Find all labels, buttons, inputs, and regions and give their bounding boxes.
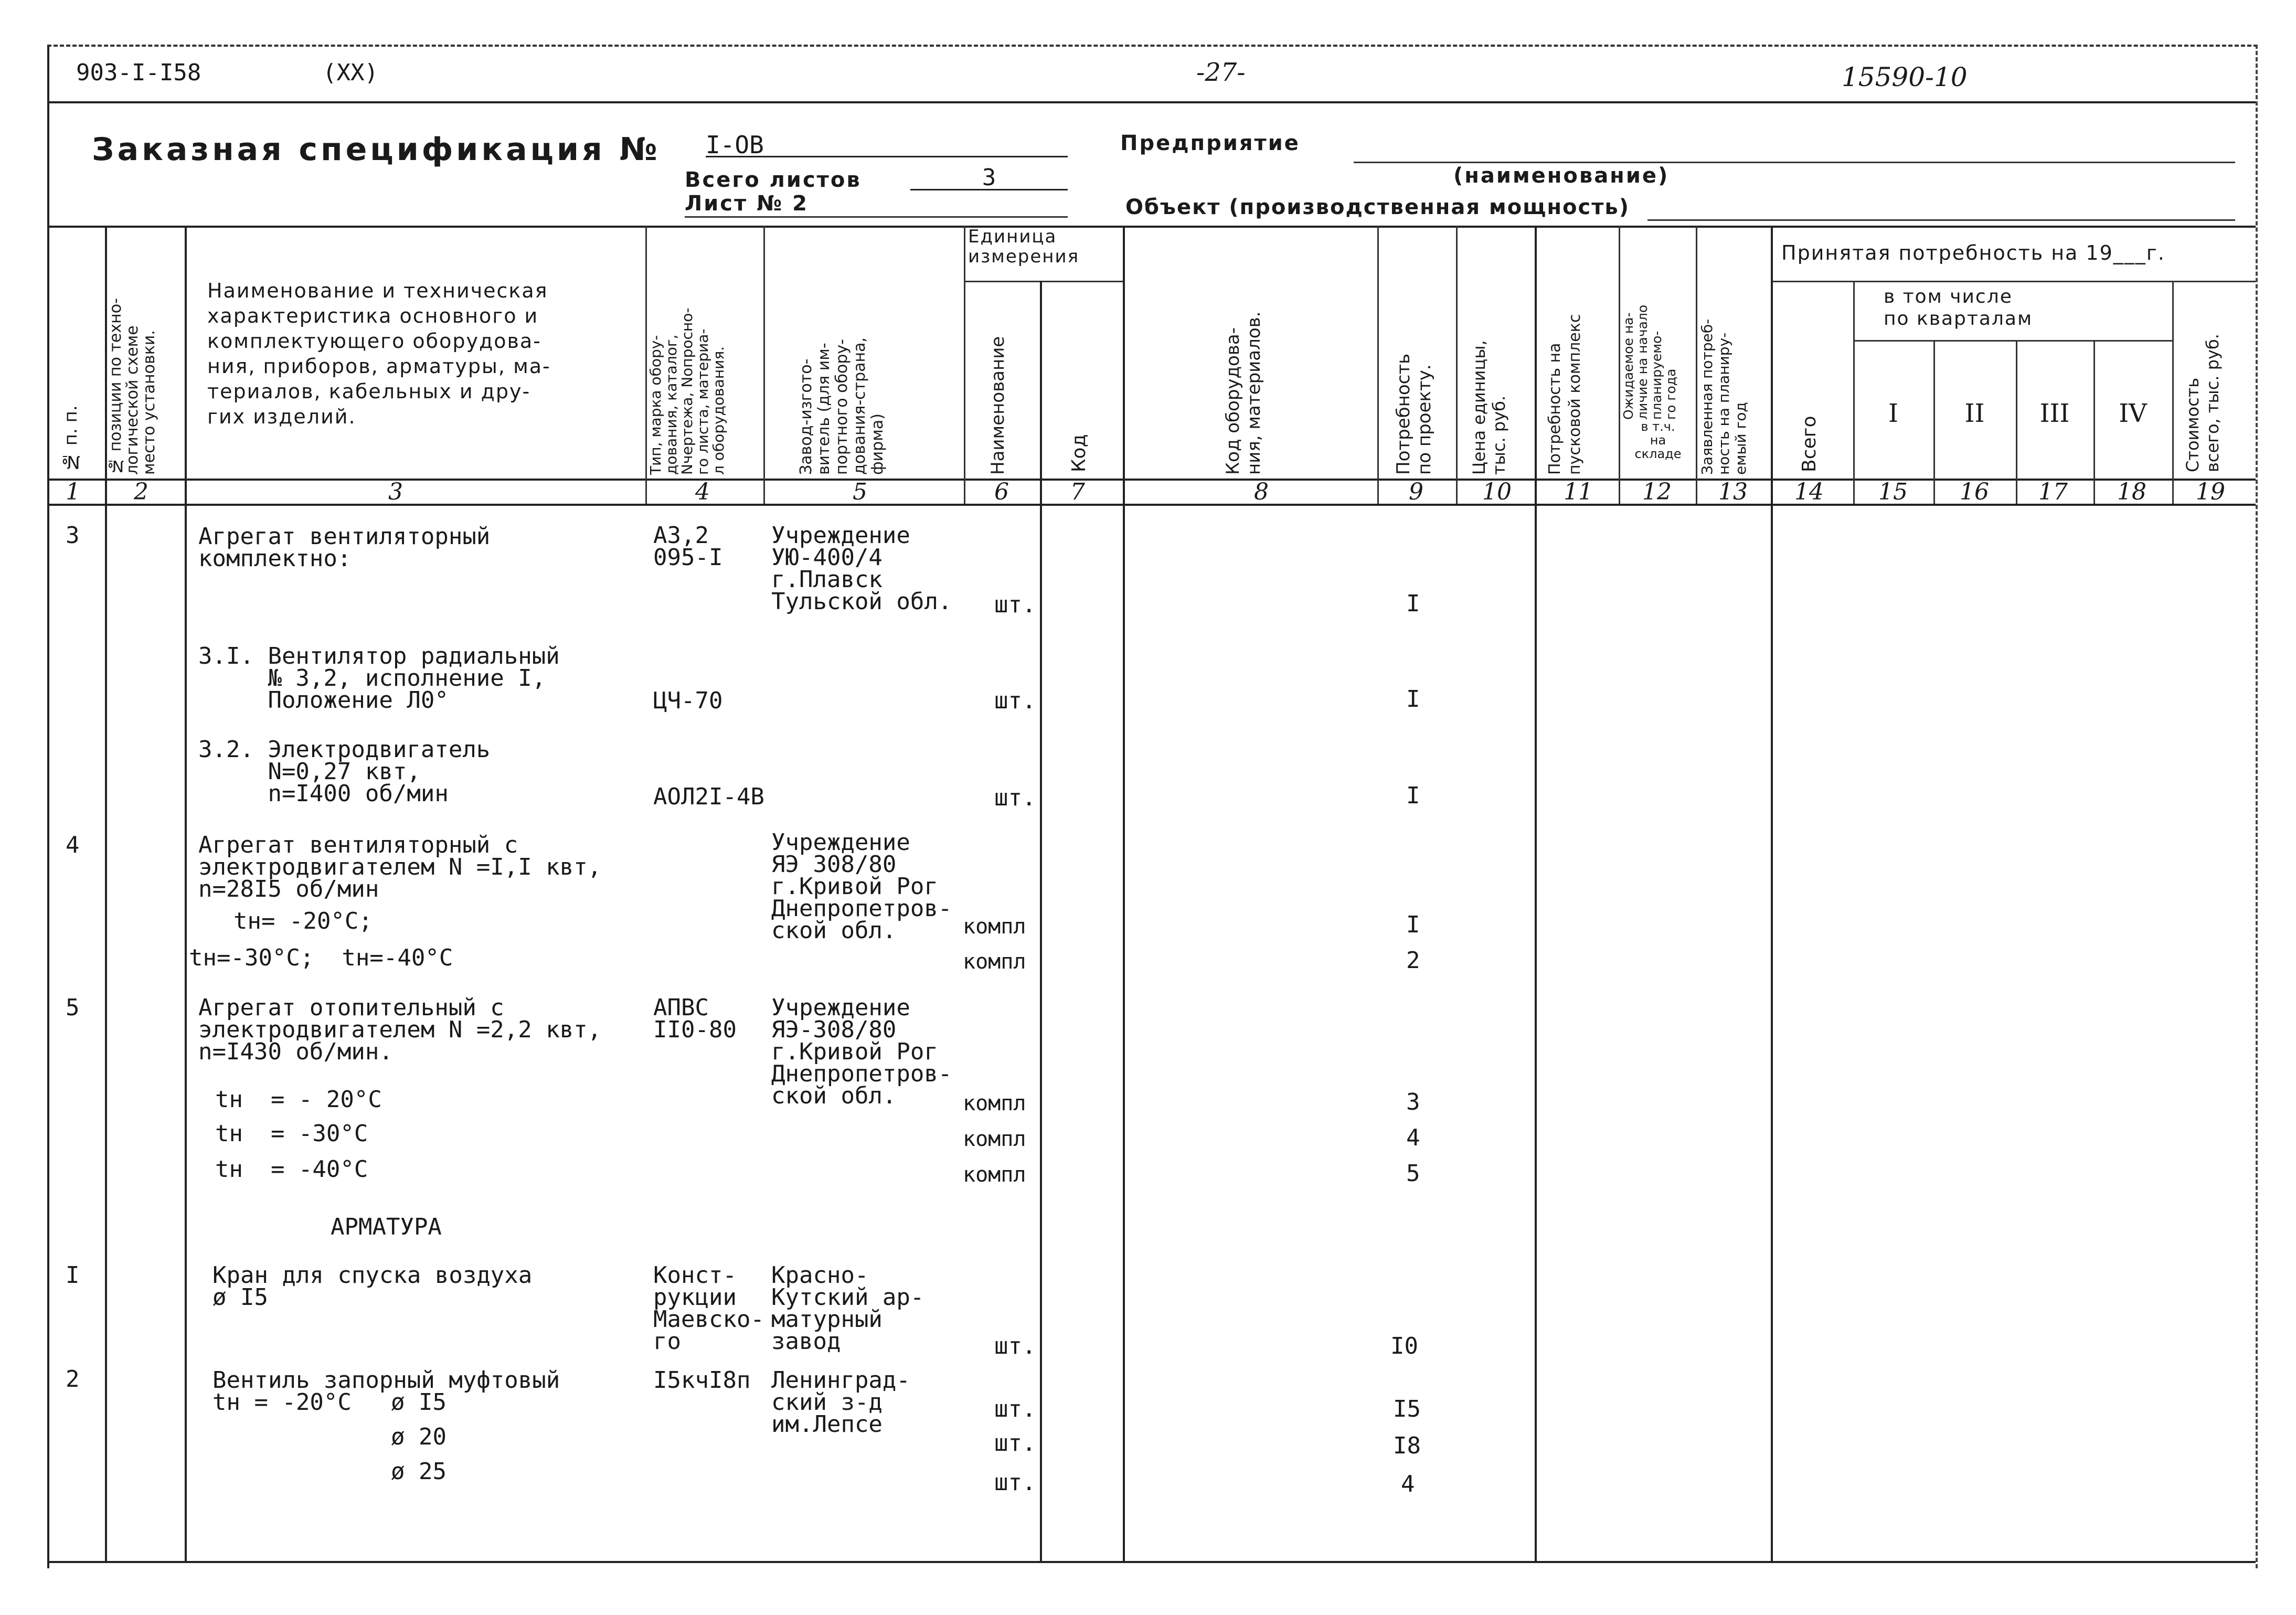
- item-unit: компл: [963, 915, 1026, 939]
- item-maker: Учреждение ЯЭ-308/80 г.Кривой Рог Днепропетров- ской обл.: [771, 994, 952, 1109]
- col-divider: [1853, 281, 1855, 504]
- item-type: АОЛ2I-4В: [653, 783, 764, 810]
- row-number: 4: [66, 832, 80, 858]
- col-divider: [1696, 226, 1697, 504]
- item-temperature: tн= -20°С;: [233, 908, 373, 934]
- col-header-15: I: [1888, 399, 1898, 428]
- row-number: 5: [66, 994, 80, 1021]
- item-maker: Учреждение УЮ-400/4 г.Плавск Тульской обл.: [771, 522, 952, 615]
- item-temperature: tн = -40°С: [215, 1156, 368, 1183]
- object-underline: [1647, 219, 2235, 221]
- col-divider: [1377, 226, 1379, 504]
- col-header-9: Потребность по проекту.: [1393, 353, 1435, 475]
- row-number: 3: [66, 522, 80, 549]
- section-title: АРМАТУРА: [331, 1214, 442, 1240]
- spec-title: Заказная спецификация №: [92, 131, 661, 168]
- sheet-label: Лист № 2: [685, 192, 809, 216]
- item-qty: I: [1406, 590, 1420, 617]
- item-qty: I: [1406, 911, 1420, 938]
- page-number: -27-: [1196, 58, 1246, 87]
- item-maker: Учреждение ЯЭ 308/80 г.Кривой Рог Днепропетров- ской обл.: [771, 829, 952, 944]
- item-unit: компл: [963, 950, 1026, 974]
- col-header-4: Тип, марка обору- дования, каталог, Nчертежа, Nопросно- го листа, материа- л оборудования.: [647, 307, 727, 475]
- col-header-18: IV: [2119, 399, 2147, 428]
- column-number: 5: [853, 479, 867, 505]
- item-diameter: ø I5: [391, 1389, 447, 1416]
- item-qty: 4: [1406, 1124, 1420, 1151]
- item-qty: 5: [1406, 1160, 1420, 1187]
- col-header-16: II: [1964, 399, 1985, 428]
- item-name: Агрегат отопительный с электродвигателем N =2,2 квт, n=I430 об/мин.: [198, 994, 602, 1065]
- archive-number: 15590-10: [1842, 62, 1968, 92]
- item-unit: шт.: [994, 784, 1036, 811]
- column-number: 9: [1409, 479, 1423, 505]
- item-qty: 2: [1406, 947, 1420, 974]
- item-unit: шт.: [994, 1430, 1036, 1457]
- row-number: 2: [66, 1366, 80, 1393]
- item-name: 3.I. Вентилятор радиальный № 3,2, исполнение I, Положение Л0°: [198, 643, 560, 714]
- doc-code: 903-I-I58: [76, 59, 201, 86]
- column-number: 8: [1254, 479, 1269, 505]
- col-header-7: Код: [1068, 434, 1090, 472]
- row-number: I: [66, 1262, 80, 1289]
- spec-number: I-ОВ: [706, 134, 1068, 157]
- column-number: 7: [1070, 479, 1085, 505]
- item-unit: шт.: [994, 1333, 1036, 1359]
- col-divider: [1040, 281, 1042, 1561]
- column-number: 1: [66, 479, 80, 505]
- item-qty: I5: [1393, 1396, 1421, 1422]
- item-qty: 4: [1401, 1471, 1415, 1497]
- col-header-13: Заявленная потреб- ность на планиру- емый год: [1698, 318, 1749, 475]
- item-temperature: tн = -30°С: [215, 1120, 368, 1147]
- col-header-2: № позиции по техно- логической схеме место установки.: [107, 298, 158, 475]
- item-qty: I0: [1390, 1333, 1418, 1359]
- column-number: 19: [2196, 479, 2225, 505]
- item-type: АПВС II0-80: [653, 994, 737, 1043]
- col-header-1: № п. п.: [60, 405, 81, 472]
- quarters-header: в том числе по кварталам: [1884, 286, 2033, 330]
- col-divider: [1535, 226, 1537, 1561]
- column-number: 12: [1642, 479, 1672, 505]
- item-temperature: tн=-30°С; tн=-40°С: [189, 944, 453, 971]
- col-header-8: Код оборудова- ния, материалов.: [1223, 311, 1264, 475]
- col-divider: [763, 226, 765, 504]
- column-number-bottom-rule: [47, 504, 2256, 506]
- column-number: 6: [994, 479, 1009, 505]
- column-number: 11: [1564, 479, 1593, 505]
- table-top-rule: [47, 226, 2256, 228]
- item-maker: Ленинград- ский з-д им.Лепсе: [771, 1367, 910, 1438]
- item-name: 3.2. Электродвигатель N=0,27 квт, n=I400 об/мин: [198, 736, 491, 807]
- header-rule: [47, 101, 2256, 103]
- col-header-14: Всего: [1799, 416, 1820, 472]
- item-name: Агрегат вентиляторный комплектно:: [198, 523, 491, 572]
- item-type: АЗ,2 095-I: [653, 522, 723, 571]
- col-header-12: Ожидаемое на- личие на начало планируемо- го года: [1621, 304, 1678, 420]
- col-divider: [1771, 226, 1773, 1561]
- accepted-group-header: Принятая потребность на 19___г.: [1781, 241, 2165, 264]
- item-temperature: tн = -20°С: [212, 1389, 352, 1416]
- item-diameter: ø 25: [391, 1458, 447, 1485]
- col-header-10: Цена единицы, тыс. руб.: [1469, 340, 1509, 475]
- col-header-11: Потребность на пусковой комплекс: [1546, 314, 1584, 475]
- column-number: 15: [1878, 479, 1908, 505]
- item-unit: шт.: [994, 591, 1036, 618]
- column-number: 3: [388, 479, 403, 505]
- col-divider: [964, 226, 965, 504]
- item-unit: шт.: [994, 1469, 1036, 1496]
- sheet-underline: [685, 216, 1068, 218]
- enterprise-label: Предприятие: [1120, 131, 1300, 155]
- table-bottom-rule: [47, 1561, 2256, 1563]
- name-note: (наименование): [1453, 164, 1670, 188]
- quarters-rule: [1853, 340, 2172, 342]
- item-temperature: tн = - 20°С: [215, 1086, 382, 1113]
- object-label: Объект (производственная мощность): [1125, 195, 1630, 219]
- col-header-3: Наименование и техническая характеристика основного и комплектующего оборудова- ния, приборов, арматуры, ма- териалов, кабельных и дру- гих изделий.: [207, 279, 551, 428]
- col-divider: [1123, 226, 1125, 1561]
- item-name: Вентиль запорный муфтовый: [212, 1367, 560, 1394]
- col-header-19: Стоимость всего, тыс. руб.: [2183, 334, 2223, 472]
- col-header-17: III: [2039, 399, 2070, 428]
- col-header-12-sub: в т.ч. на складе: [1634, 419, 1682, 461]
- item-type: ЦЧ-70: [653, 687, 723, 714]
- item-name: Кран для спуска воздуха ø I5: [212, 1262, 533, 1311]
- col-header-5: Завод-изгото- витель (для им- портного обору- дования-страна, фирма): [797, 337, 887, 475]
- item-unit: компл: [963, 1127, 1026, 1151]
- item-qty: I: [1406, 686, 1420, 713]
- item-diameter: ø 20: [391, 1423, 447, 1450]
- item-qty: 3: [1406, 1089, 1420, 1115]
- total-sheets-value: 3: [910, 167, 1068, 190]
- item-qty: I: [1406, 782, 1420, 809]
- column-number: 13: [1718, 479, 1748, 505]
- item-type: I5кчI8п: [653, 1367, 751, 1394]
- item-unit: компл: [963, 1091, 1026, 1115]
- item-name: Агрегат вентиляторный с электродвигателем N =I,I квт, n=28I5 об/мин: [198, 832, 602, 902]
- item-qty: I8: [1393, 1432, 1421, 1459]
- item-maker: Красно- Кутский ар- матурный завод: [771, 1262, 924, 1355]
- col-header-6: Наименование: [987, 336, 1008, 475]
- column-number: 4: [695, 479, 710, 505]
- unit-group-header: Единица измерения: [968, 226, 1080, 267]
- col-divider: [2172, 281, 2174, 504]
- col-divider: [1456, 226, 1458, 504]
- column-number: 18: [2117, 479, 2146, 505]
- item-type: Конст- рукции Маевско- го: [653, 1262, 764, 1355]
- column-number-top-rule: [47, 479, 2256, 481]
- accepted-group-rule: [1771, 281, 2256, 282]
- column-number: 2: [134, 479, 148, 505]
- doc-variant: (XX): [323, 59, 378, 86]
- column-number: 14: [1794, 479, 1824, 505]
- item-unit: шт.: [994, 687, 1036, 714]
- column-number: 17: [2038, 479, 2068, 505]
- total-sheets-label: Всего листов: [685, 168, 862, 192]
- item-unit: компл: [963, 1163, 1026, 1187]
- unit-group-rule: [964, 281, 1123, 282]
- col-divider: [185, 226, 187, 1561]
- column-number: 16: [1960, 479, 1989, 505]
- col-divider: [1619, 226, 1620, 504]
- enterprise-underline: [1354, 162, 2235, 163]
- item-unit: шт.: [994, 1396, 1036, 1422]
- column-number: 10: [1482, 479, 1512, 505]
